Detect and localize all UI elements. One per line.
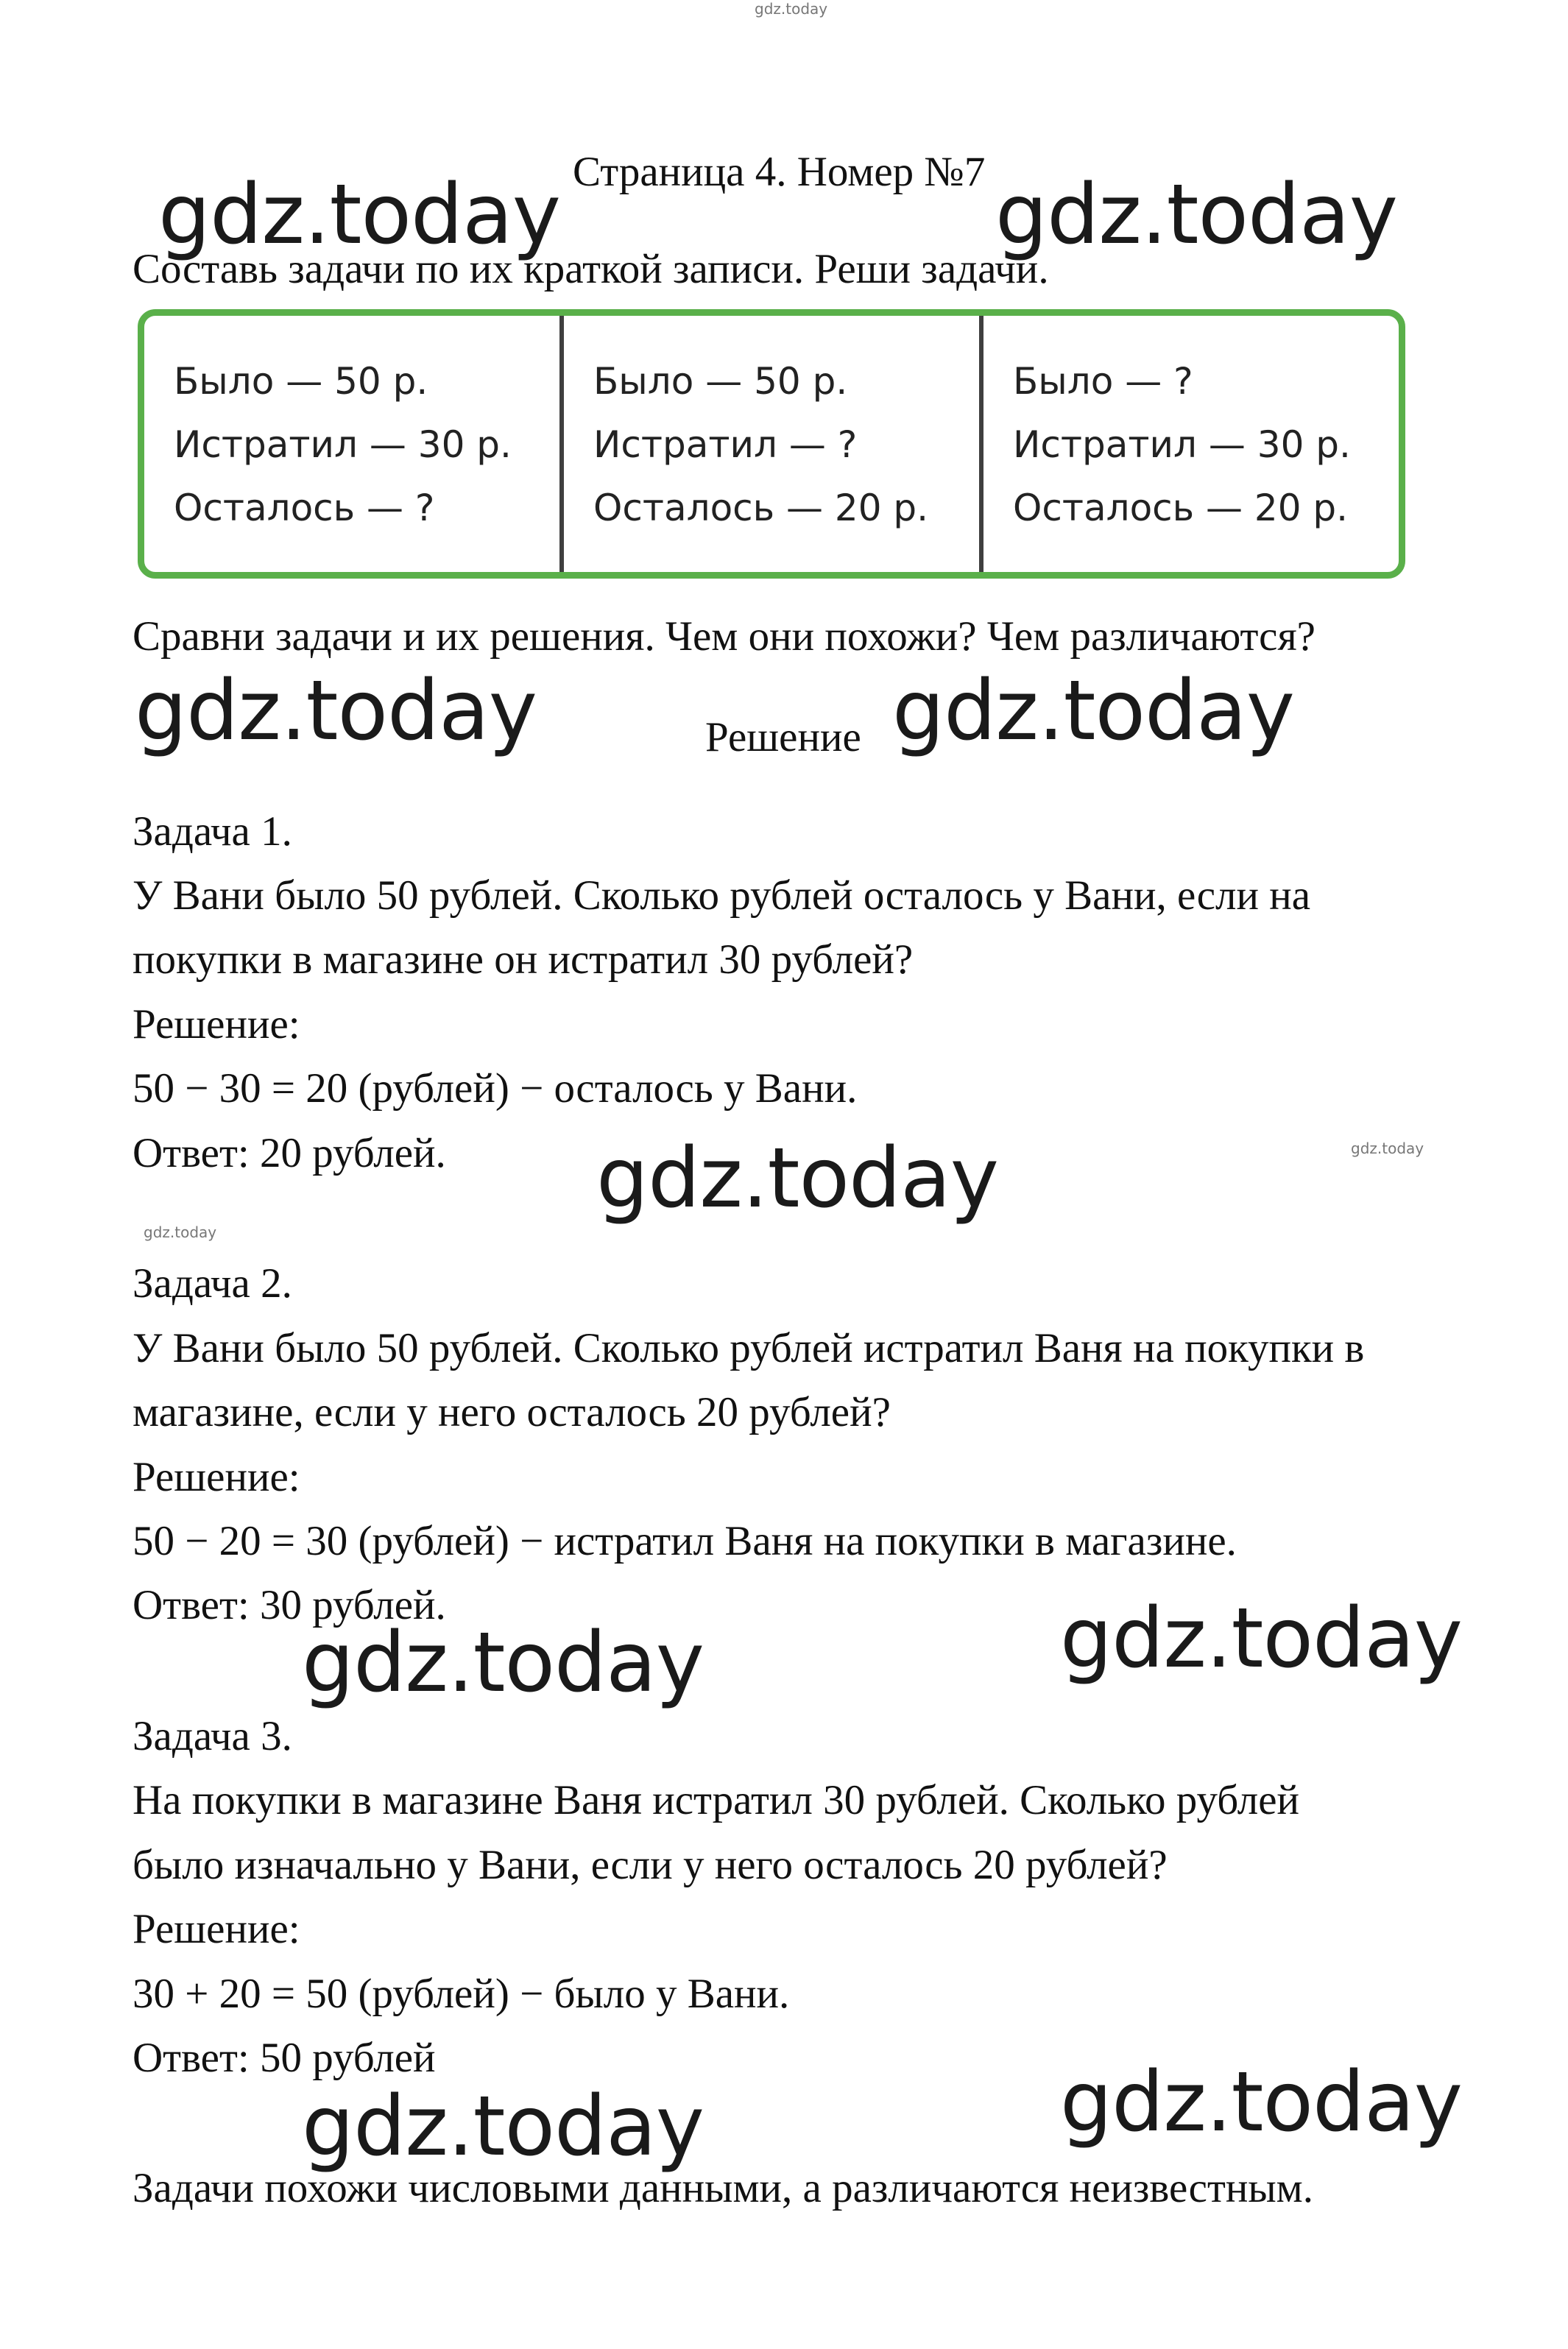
task-1-heading: Задача 1. (133, 808, 292, 855)
watermark-4: gdz.today (892, 663, 1295, 759)
table-cell: Осталось — 20 р. (1013, 487, 1349, 529)
watermark-small-left: gdz.today (144, 1223, 217, 1241)
watermark-6: gdz.today (302, 1615, 704, 1711)
task-2-heading: Задача 2. (133, 1260, 292, 1307)
task-3-text-line2: было изначально у Вани, если у него осталось 20 рублей? (133, 1842, 1168, 1888)
watermark-2: gdz.today (995, 167, 1398, 263)
table-column-1 (144, 316, 559, 572)
watermark-5: gdz.today (596, 1131, 999, 1226)
task-1-text-line2: покупки в магазине он истратил 30 рублей? (133, 936, 914, 983)
watermark-1: gdz.today (158, 167, 561, 263)
conclusion: Задачи похожи числовыми данными, а различаются неизвестным. (133, 2165, 1313, 2211)
watermark-9: gdz.today (1060, 2055, 1463, 2150)
instruction: Составь задачи по их краткой записи. Реши задачи. (133, 246, 1049, 292)
task-2-solution: 50 − 20 = 30 (рублей) − истратил Ваня на покупки в магазине. (133, 1518, 1237, 1564)
task-2-text-line2: магазине, если у него осталось 20 рублей? (133, 1389, 891, 1435)
task-3-answer: Ответ: 50 рублей (133, 2035, 436, 2081)
table-cell: Было — 50 р. (174, 360, 428, 403)
task-1-answer: Ответ: 20 рублей. (133, 1130, 446, 1176)
table-cell: Осталось — 20 р. (593, 487, 929, 529)
task-1-solution-label: Решение: (133, 1001, 300, 1048)
table-cell: Осталось — ? (174, 487, 435, 529)
table-column-3 (979, 316, 1399, 572)
table-cell: Истратил — 30 р. (1013, 423, 1351, 466)
page-title: Страница 4. Номер №7 (573, 149, 986, 195)
task-1-solution: 50 − 30 = 20 (рублей) − осталось у Вани. (133, 1065, 858, 1112)
table-column-2 (559, 316, 979, 572)
task-3-solution: 30 + 20 = 50 (рублей) − было у Вани. (133, 1971, 790, 2017)
table-cell: Было — ? (1013, 360, 1193, 403)
watermark-small-top: gdz.today (755, 0, 828, 18)
watermark-7: gdz.today (1060, 1591, 1463, 1686)
problem-table (138, 309, 1405, 579)
task-3-solution-label: Решение: (133, 1906, 300, 1952)
solution-heading: Решение (705, 714, 861, 760)
task-3-heading: Задача 3. (133, 1713, 292, 1759)
watermark-3: gdz.today (135, 663, 537, 759)
task-2-answer: Ответ: 30 рублей. (133, 1582, 446, 1628)
table-cell: Истратил — ? (593, 423, 858, 466)
task-3-text-line1: На покупки в магазине Ваня истратил 30 рублей. Сколько рублей (133, 1777, 1300, 1823)
table-cell: Истратил — 30 р. (174, 423, 512, 466)
task-2-solution-label: Решение: (133, 1454, 300, 1500)
watermark-small-right: gdz.today (1351, 1140, 1424, 1157)
table-cell: Было — 50 р. (593, 360, 848, 403)
task-2-text-line1: У Вани было 50 рублей. Сколько рублей истратил Ваня на покупки в (133, 1325, 1365, 1371)
watermark-8: gdz.today (302, 2079, 704, 2175)
question: Сравни задачи и их решения. Чем они похожи? Чем различаются? (133, 613, 1316, 660)
task-1-text-line1: У Вани было 50 рублей. Сколько рублей осталось у Вани, если на (133, 872, 1311, 919)
